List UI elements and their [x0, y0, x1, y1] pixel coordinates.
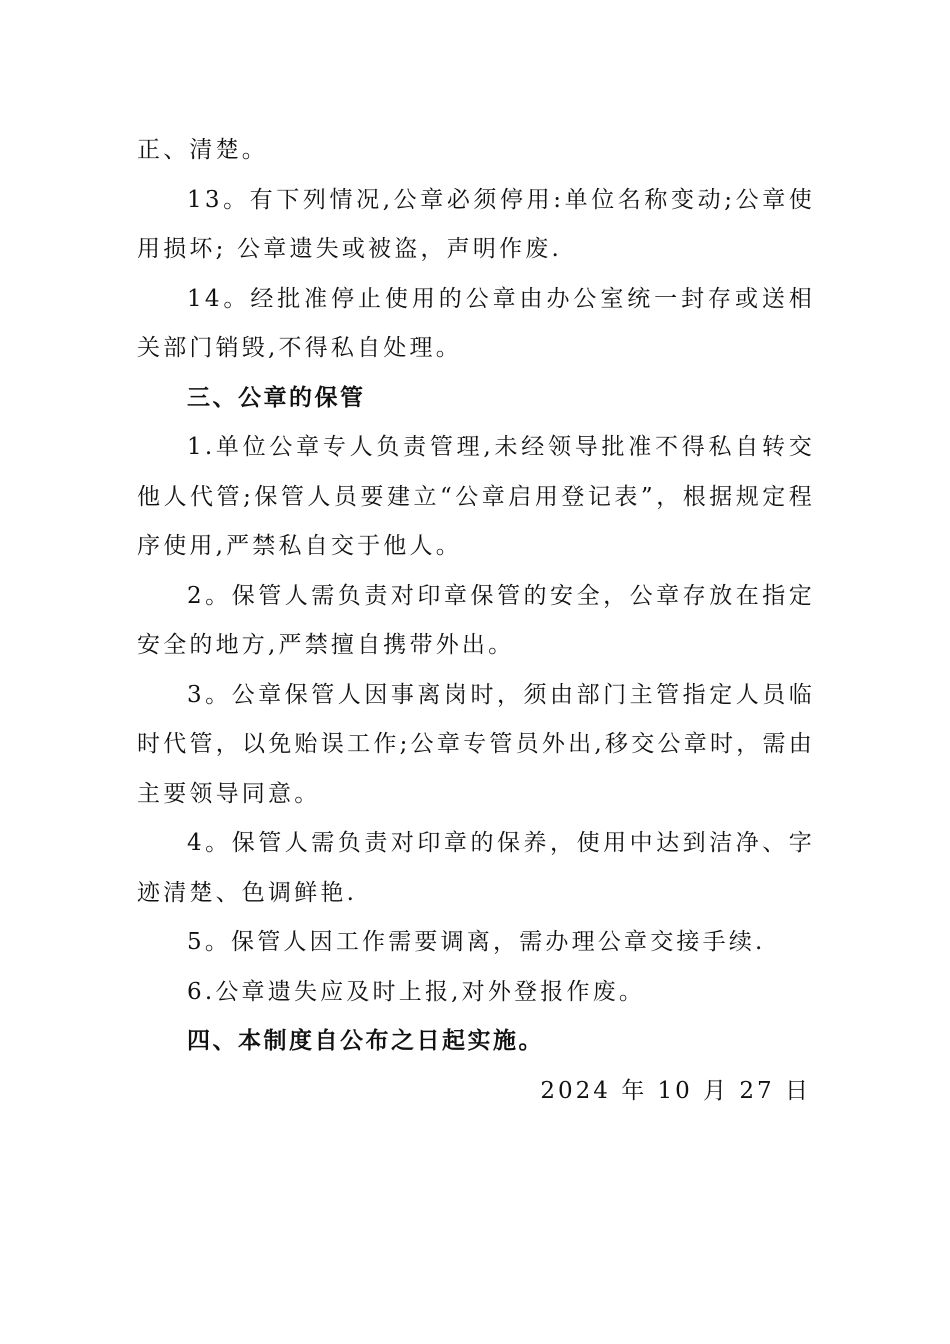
continuation-text: 正、清楚。 — [137, 137, 268, 163]
section-3-item-3: 3。公章保管人因事离岗时，须由部门主管指定人员临时代管，以免贻误工作;公章专管员外出,移交公章时，需由主要领导同意。 — [137, 681, 815, 807]
section-3-item-6: 6.公章遗失应及时上报,对外登报作废。 — [187, 978, 646, 1005]
item-14: 14。经批准停止使用的公章由办公室统一封存或送相关部门销毁,不得私自处理。 — [137, 285, 815, 361]
section-3-heading: 三、公章的保管 — [187, 384, 366, 411]
item-13: 13。有下列情况,公章必须停用:单位名称变动;公章使用损坏; 公章遗失或被盗，声明作废. — [137, 186, 815, 262]
section-3-item-4: 4。保管人需负责对印章的保养，使用中达到洁净、字迹清楚、色调鲜艳. — [137, 830, 815, 906]
document-date: 2024 年 10 月 27 日 — [540, 1077, 811, 1104]
section-3-item-1: 1.单位公章专人负责管理,未经领导批准不得私自转交他人代管;保管人员要建立“公章启用登记表”，根据规定程序使用,严禁私自交于他人。 — [137, 434, 815, 559]
section-4-heading: 四、本制度自公布之日起实施。 — [187, 1028, 544, 1054]
document-body — [137, 126, 815, 1116]
section-3-item-5: 5。保管人因工作需要调离，需办理公章交接手续. — [187, 929, 766, 955]
section-3-item-2: 2。保管人需负责对印章保管的安全，公章存放在指定安全的地方,严禁擅自携带外出。 — [137, 582, 815, 658]
